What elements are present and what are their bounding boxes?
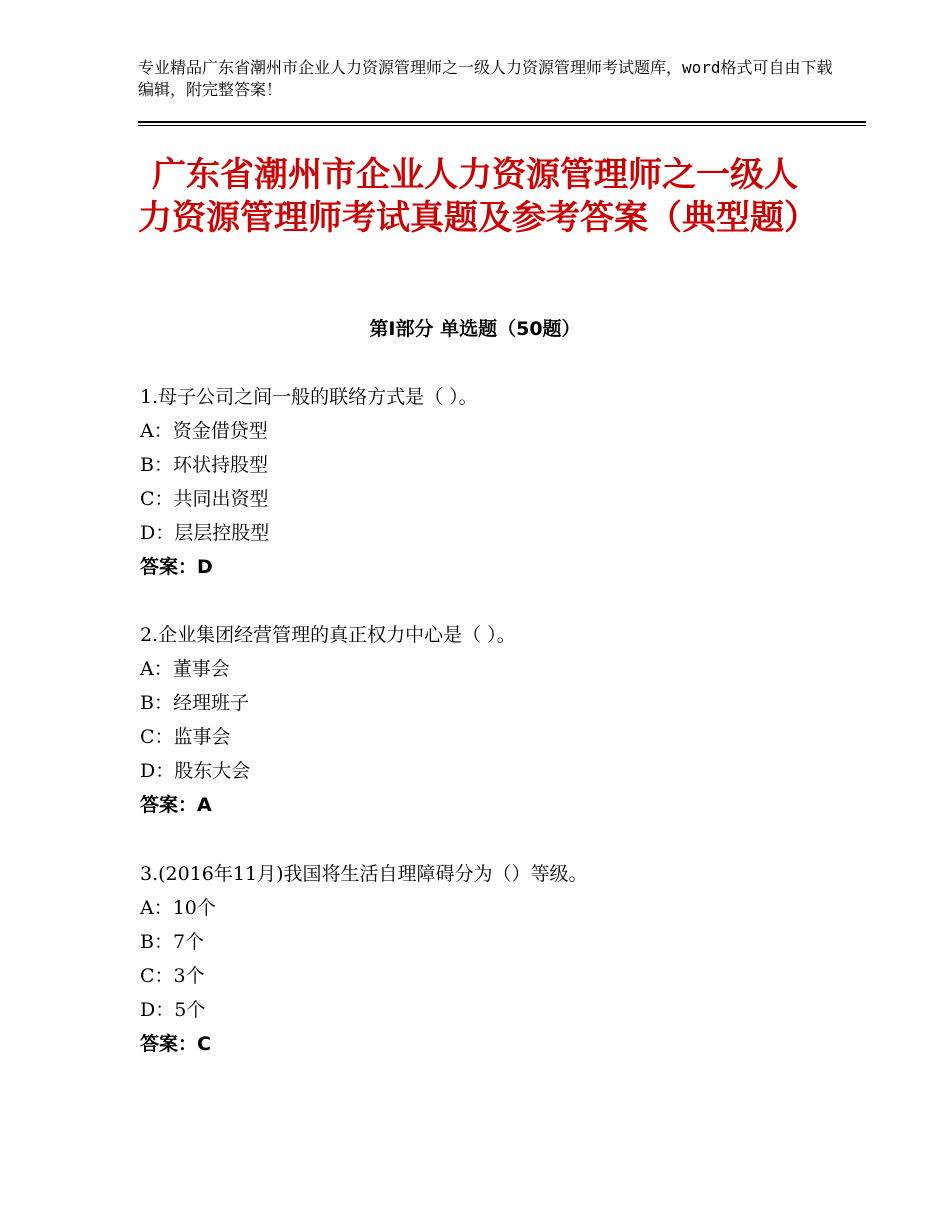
- question-2: [140, 618, 840, 822]
- option-a: A：10个: [140, 897, 216, 919]
- option-a: A：董事会: [140, 658, 230, 680]
- option-b: B：环状持股型: [140, 454, 268, 476]
- option-b: B：7个: [140, 931, 205, 953]
- question-3: [140, 857, 840, 1061]
- answer-line: 答案：D: [140, 556, 213, 578]
- header-divider-thin: [138, 125, 866, 126]
- option-b: B：经理班子: [140, 692, 249, 714]
- option-d: D：股东大会: [140, 760, 251, 782]
- question-stem: 2.企业集团经营管理的真正权力中心是（ ）。: [140, 624, 516, 646]
- option-d: D：层层控股型: [140, 522, 270, 544]
- option-a: A：资金借贷型: [140, 420, 268, 442]
- header-divider-thick: [138, 121, 866, 123]
- question-1: [140, 380, 840, 584]
- option-d: D：5个: [140, 999, 206, 1021]
- option-c: C：3个: [140, 965, 205, 987]
- question-stem: 1.母子公司之间一般的联络方式是（ ）。: [140, 386, 478, 408]
- section-heading: 第Ⅰ部分 单选题（50题）: [369, 318, 581, 340]
- option-c: C：监事会: [140, 726, 231, 748]
- header-note: 专业精品广东省潮州市企业人力资源管理师之一级人力资源管理师考试题库，word格式可自由下载编辑，附完整答案！: [138, 58, 833, 99]
- option-c: C：共同出资型: [140, 488, 269, 510]
- answer-line: 答案：A: [140, 794, 212, 816]
- header-divider: [138, 121, 866, 126]
- question-stem: 3.(2016年11月)我国将生活自理障碍分为（）等级。: [140, 863, 588, 885]
- answer-line: 答案：C: [140, 1033, 211, 1055]
- document-title: 广东省潮州市企业人力资源管理师之一级人力资源管理师考试真题及参考答案（典型题）: [138, 155, 818, 238]
